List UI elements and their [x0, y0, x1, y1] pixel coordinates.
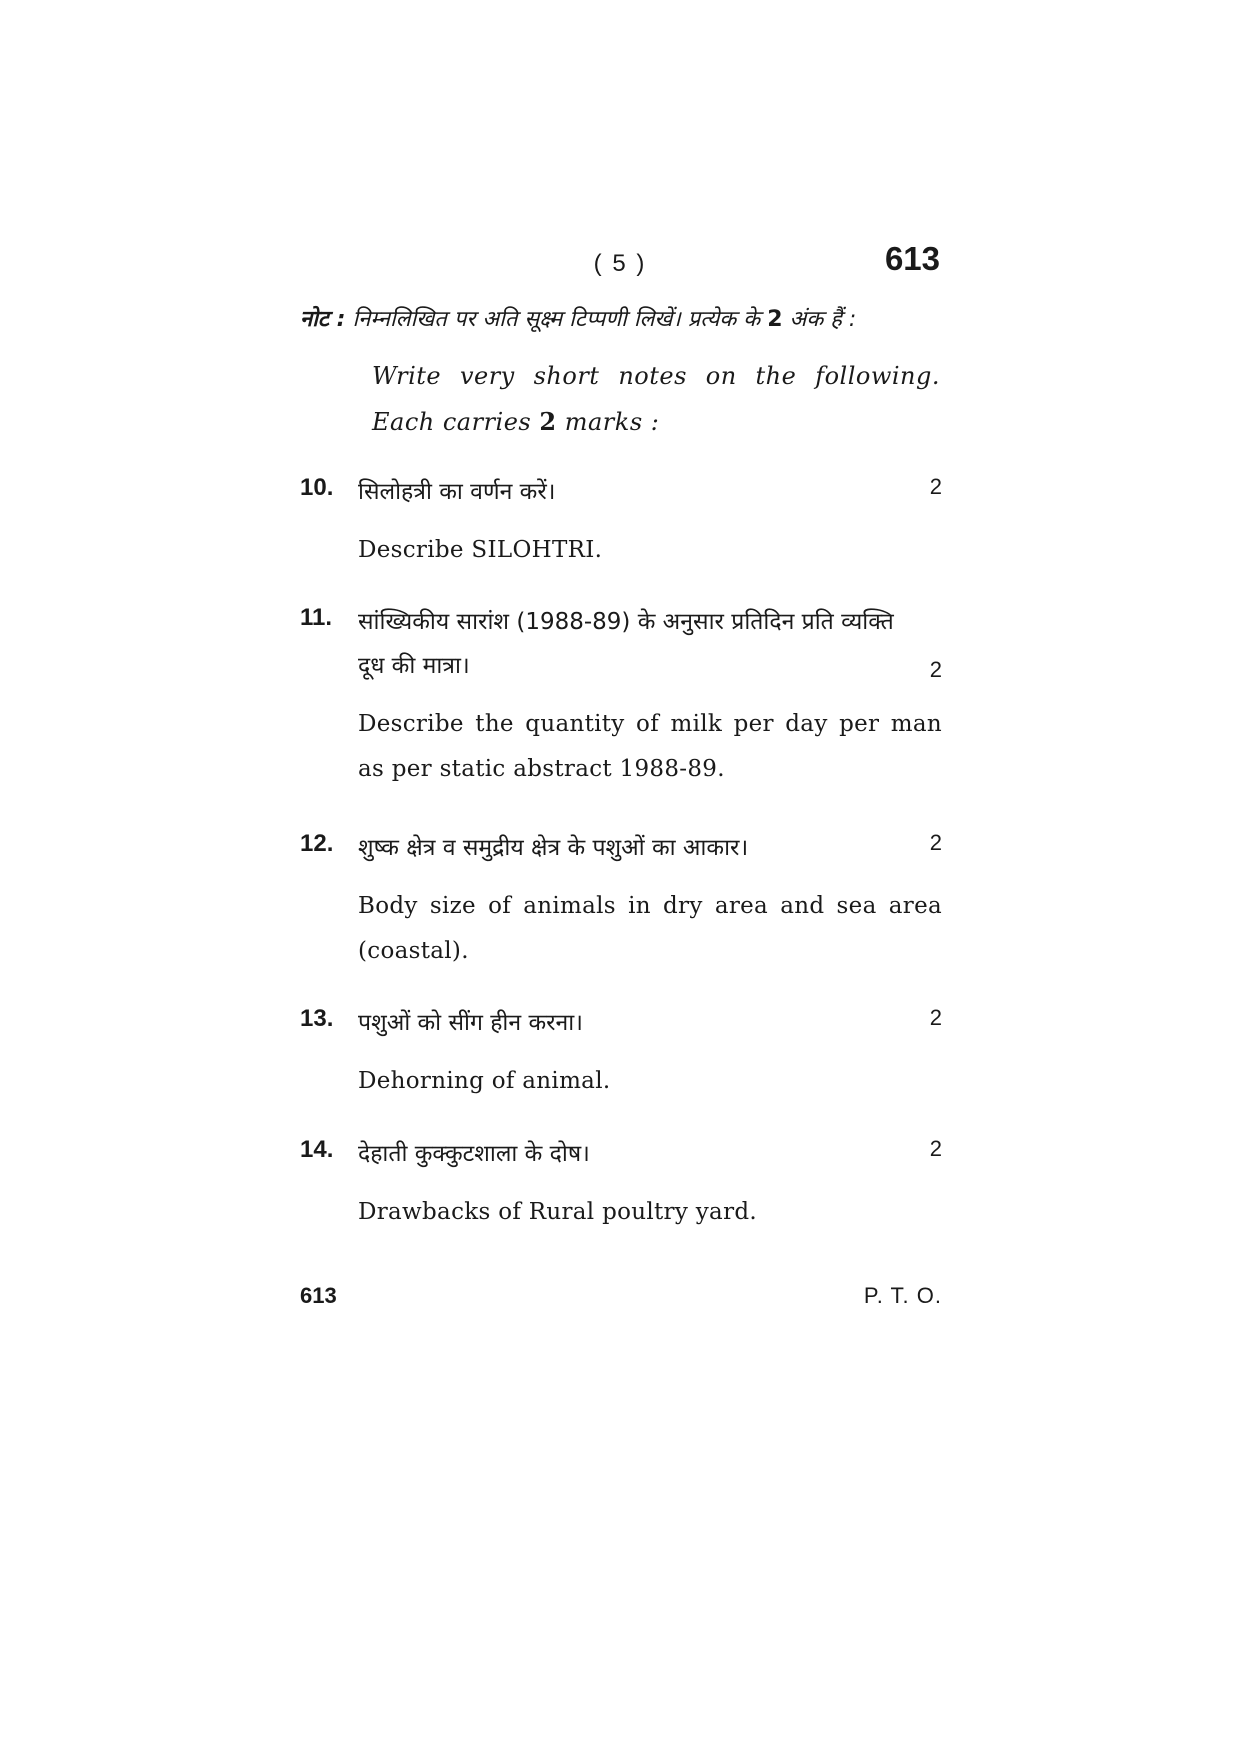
- question-english: Describe the quantity of milk per day per man as per static abstract 1988-89.: [358, 711, 942, 782]
- question-hindi: शुष्क क्षेत्र व समुद्रीय क्षेत्र के पशुओं का आकार।: [358, 835, 749, 861]
- instructions-hindi: [300, 300, 940, 340]
- question-12: [300, 826, 942, 974]
- note-label: नोट :: [300, 307, 346, 332]
- question-number: 10.: [300, 474, 334, 501]
- pto-label: P. T. O.: [863, 1283, 942, 1308]
- instructions-hindi-text: निम्नलिखित पर अति सूक्ष्म टिप्पणी लिखें। प्रत्येक के: [352, 307, 761, 332]
- paper-code-header: 613: [884, 240, 940, 277]
- question-number: 11.: [300, 604, 333, 631]
- question-hindi: पशुओं को सींग हीन करना।: [358, 1010, 583, 1036]
- instructions: [300, 300, 940, 445]
- question-marks: 2: [929, 657, 942, 682]
- question-marks: 2: [929, 474, 942, 499]
- question-11: [300, 600, 942, 792]
- instructions-hindi-text-end: अंक हैं :: [789, 307, 857, 332]
- page-number: ( 5 ): [593, 250, 647, 277]
- instructions-english: [372, 354, 940, 445]
- instructions-english-text: Write very short notes on the following. Each carries: [372, 362, 940, 436]
- question-10: [300, 470, 942, 573]
- question-marks: 2: [929, 1136, 942, 1161]
- question-number: 14.: [300, 1136, 334, 1163]
- question-english: Body size of animals in dry area and sea area (coastal).: [358, 893, 942, 964]
- instructions-hindi-marks: 2: [767, 307, 783, 332]
- question-marks: 2: [929, 830, 942, 855]
- question-marks: 2: [929, 1005, 942, 1030]
- paper-code-footer: 613: [300, 1283, 337, 1308]
- question-english: Drawbacks of Rural poultry yard.: [358, 1199, 757, 1225]
- question-14: [300, 1132, 942, 1235]
- question-hindi: सांख्यिकीय सारांश (1988-89) के अनुसार प्रतिदिन प्रति व्यक्ति: [358, 609, 894, 635]
- question-english: Dehorning of animal.: [358, 1068, 611, 1094]
- question-hindi: देहाती कुक्कुटशाला के दोष।: [358, 1141, 590, 1167]
- instructions-english-text-end: marks :: [564, 408, 660, 436]
- question-hindi-continued: दूध की मात्रा।: [358, 653, 470, 679]
- question-english: Describe SILOHTRI.: [358, 537, 603, 563]
- question-hindi: सिलोहत्री का वर्णन करें।: [358, 479, 556, 505]
- question-number: 12.: [300, 830, 334, 857]
- question-13: [300, 1001, 942, 1104]
- instructions-english-marks: 2: [539, 407, 557, 436]
- question-number: 13.: [300, 1005, 334, 1032]
